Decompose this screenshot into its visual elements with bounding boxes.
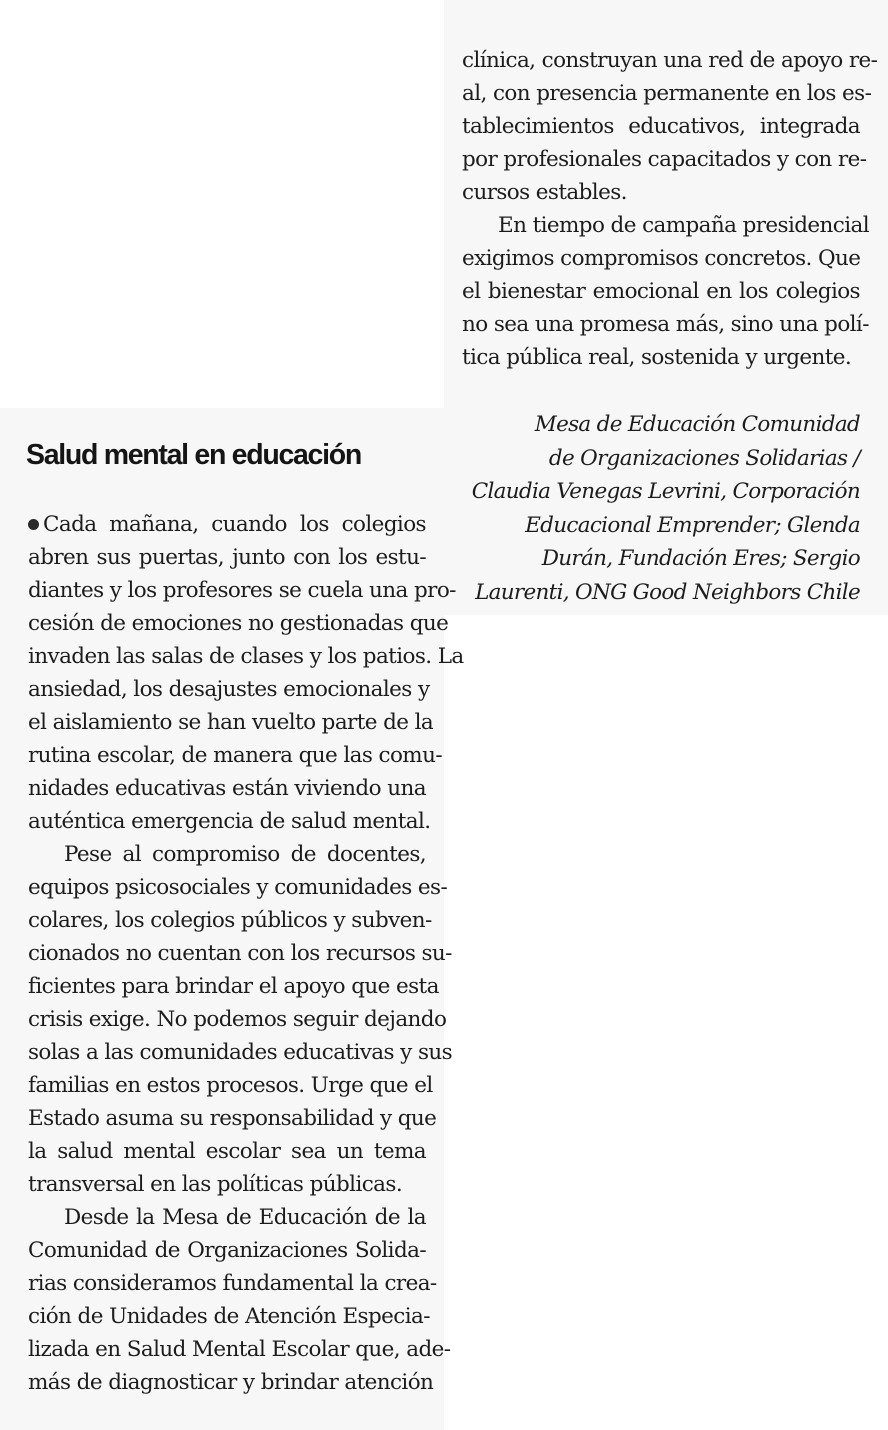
text-line xyxy=(28,838,426,871)
text-line xyxy=(462,77,872,110)
text-line-content: diantes y los profesores se cuela una pro- xyxy=(28,578,456,603)
text-line xyxy=(28,1333,451,1366)
text-line-content: familias en estos procesos. Urge que el xyxy=(28,1073,433,1098)
article-headline: Salud mental en educación xyxy=(26,439,361,471)
signature-line: Claudia Venegas Levrini, Corporación xyxy=(471,479,860,504)
text-line-content: nidades educativas están viviendo una xyxy=(28,776,426,801)
text-line-content: Estado asuma su responsabilidad y que xyxy=(28,1106,437,1131)
text-line xyxy=(28,1135,426,1168)
text-line xyxy=(28,772,426,805)
text-line-content: Comunidad de Organizaciones Solida- xyxy=(28,1238,426,1263)
signature-line: Mesa de Educación Comunidad xyxy=(534,412,860,437)
text-line-content: ción de Unidades de Atención Especia- xyxy=(28,1304,430,1329)
text-line xyxy=(28,1201,426,1234)
left-column-text xyxy=(28,508,464,1399)
text-line xyxy=(28,706,434,739)
text-line xyxy=(28,1003,447,1036)
text-line xyxy=(28,574,456,607)
text-line-content: ansiedad, los desajustes emocionales y xyxy=(28,677,430,702)
text-line-content: En tiempo de campaña presidencial xyxy=(498,213,870,238)
text-line-content: el aislamiento se han vuelto parte de la xyxy=(28,710,434,735)
text-line-content: cursos estables. xyxy=(462,180,627,205)
text-line-content: tablecimientos educativos, integrada xyxy=(462,114,860,139)
text-line-content: ficientes para brindar el apoyo que esta xyxy=(28,974,439,999)
text-line xyxy=(462,143,867,176)
text-line-content: invaden las salas de clases y los patios. La xyxy=(28,644,464,669)
text-line xyxy=(28,871,448,904)
text-line xyxy=(28,1168,426,1201)
text-line xyxy=(28,1267,437,1300)
text-line-content: el bienestar emocional en los colegios xyxy=(462,279,860,304)
text-line-content: abren sus puertas, junto con los estu- xyxy=(28,545,426,570)
text-line-content: solas a las comunidades educativas y sus xyxy=(28,1040,453,1065)
text-line xyxy=(462,242,860,275)
text-line-content: la salud mental escolar sea un tema xyxy=(28,1139,426,1164)
text-line-content: Pese al compromiso de docentes, xyxy=(64,842,426,867)
text-line-content: tica pública real, sostenida y urgente. xyxy=(462,345,852,370)
text-line xyxy=(28,607,449,640)
text-line xyxy=(28,1069,433,1102)
text-line-content: cesión de emociones no gestionadas que xyxy=(28,611,449,636)
text-line xyxy=(28,640,464,673)
text-line-content: Desde la Mesa de Educación de la xyxy=(64,1205,426,1230)
text-line xyxy=(28,937,452,970)
text-line-content: crisis exige. No podemos seguir dejando xyxy=(28,1007,447,1032)
text-line xyxy=(462,209,870,242)
signature-line: Durán, Fundación Eres; Sergio xyxy=(541,546,860,571)
text-line xyxy=(28,970,439,1003)
text-line xyxy=(28,904,432,937)
text-line-content: exigimos compromisos concretos. Que xyxy=(462,246,861,271)
text-line xyxy=(462,44,878,77)
text-line xyxy=(28,673,430,706)
text-line-content: clínica, construyan una red de apoyo re- xyxy=(462,48,878,73)
text-line xyxy=(462,341,860,374)
text-line xyxy=(28,1300,430,1333)
bullet-icon xyxy=(28,519,39,530)
signature-line: Laurenti, ONG Good Neighbors Chile xyxy=(475,579,860,605)
text-line-content: Cada mañana, cuando los colegios xyxy=(43,512,426,537)
text-line-content: auténtica emergencia de salud mental. xyxy=(28,809,431,834)
text-line xyxy=(28,1234,426,1267)
text-line-content: transversal en las políticas públicas. xyxy=(28,1172,403,1197)
text-line-content: lizada en Salud Mental Escolar que, ade- xyxy=(28,1337,451,1362)
text-line-content: cionados no cuentan con los recursos su- xyxy=(28,941,452,966)
text-line xyxy=(28,508,426,541)
text-line xyxy=(462,275,860,308)
right-column-text xyxy=(462,44,878,374)
text-line-content: por profesionales capacitados y con re- xyxy=(462,147,867,172)
text-line-content: no sea una promesa más, sino una polí- xyxy=(462,312,869,337)
text-line-content: más de diagnosticar y brindar atención xyxy=(28,1370,434,1395)
text-line xyxy=(28,541,426,574)
text-line xyxy=(28,1102,437,1135)
letter-signature xyxy=(454,408,860,609)
text-line-content: rias consideramos fundamental la crea- xyxy=(28,1271,437,1296)
text-line xyxy=(28,739,443,772)
text-line xyxy=(462,110,860,143)
text-line xyxy=(28,1036,453,1069)
text-line-content: al, con presencia permanente en los es- xyxy=(462,81,872,106)
signature-line: de Organizaciones Solidarias / xyxy=(548,445,860,471)
text-line-content: rutina escolar, de manera que las comu- xyxy=(28,743,443,768)
text-line xyxy=(28,805,431,838)
text-line xyxy=(28,1366,434,1399)
text-line-content: equipos psicosociales y comunidades es- xyxy=(28,875,448,900)
signature-line: Educacional Emprender; Glenda xyxy=(525,512,860,538)
text-line xyxy=(462,176,860,209)
text-line-content: colares, los colegios públicos y subven- xyxy=(28,908,432,933)
text-line xyxy=(462,308,869,341)
